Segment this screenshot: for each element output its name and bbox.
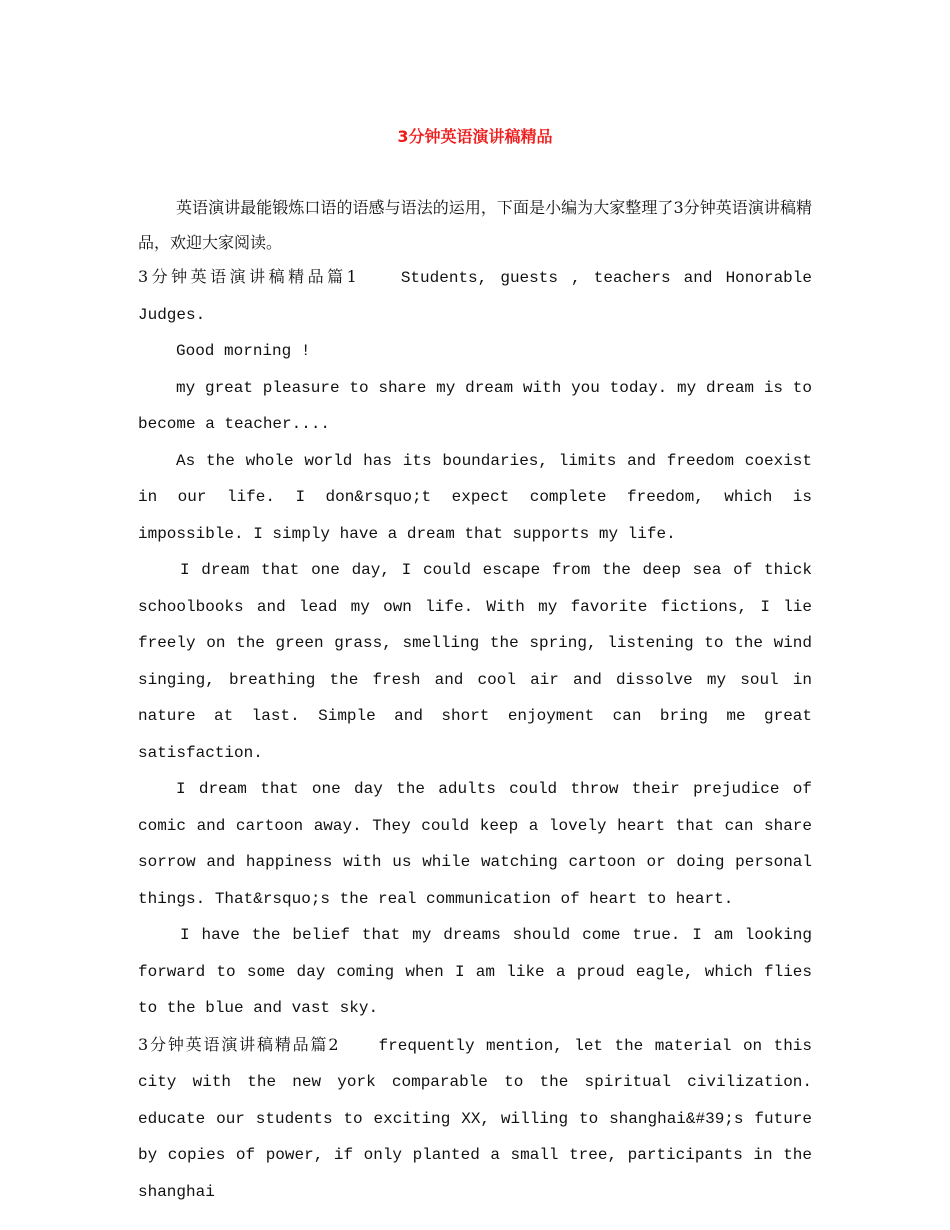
- freedom-paragraph: As the whole world has its boundaries, limits and freedom coexist in our life. I don&rsquo;t expect complete freedom, which is impossible. I simply have a dream that supports my life.: [138, 451, 812, 543]
- escape-dream-paragraph: I dream that one day, I could escape from the deep sea of thick schoolbooks and lead my own life. With my favorite fictions, I lie freely on the green grass, smelling the spring, listening to the wind singing, breathing the fresh and cool air and dissolve my soul in nature at last. Simple and short enjoyment can bring me great satisfaction.: [138, 561, 812, 762]
- section1-heading: 3分钟英语演讲稿精品篇1: [138, 267, 357, 286]
- section1-opening-paragraph: [138, 259, 812, 333]
- document-body: [138, 190, 812, 1210]
- section1-opening: Students, guests , teachers and Honorable Judges.: [138, 269, 812, 324]
- document-title: 3分钟英语演讲稿精品: [397, 127, 553, 146]
- section2-heading: 3分钟英语演讲稿精品篇2: [138, 1034, 339, 1054]
- dream-intro-paragraph: my great pleasure to share my dream with you today. my dream is to become a teacher....: [138, 378, 812, 433]
- adults-dream-paragraph: I dream that one day the adults could throw their prejudice of comic and cartoon away. They could keep a lovely heart that can share sorrow and happiness with us while watching cartoon or doing personal things. That&rsquo;s the real communication of heart to heart.: [138, 780, 812, 908]
- belief-paragraph: I have the belief that my dreams should come true. I am looking forward to some day coming when I am like a proud eagle, which flies to the blue and vast sky.: [138, 926, 812, 1017]
- greeting-paragraph: Good morning !: [176, 342, 311, 360]
- section2-paragraph: [138, 1027, 812, 1211]
- intro-paragraph: 英语演讲最能锻炼口语的语感与语法的运用，下面是小编为大家整理了3分钟英语演讲稿精品，欢迎大家阅读。: [138, 198, 812, 252]
- section2-text: frequently mention, let the material on this city with the new york comparable to the spiritual civilization. educate our students to exciting XX, willing to shanghai&#39;s future by copies of power, if only planted a small tree, participants in the shanghai: [138, 1036, 812, 1201]
